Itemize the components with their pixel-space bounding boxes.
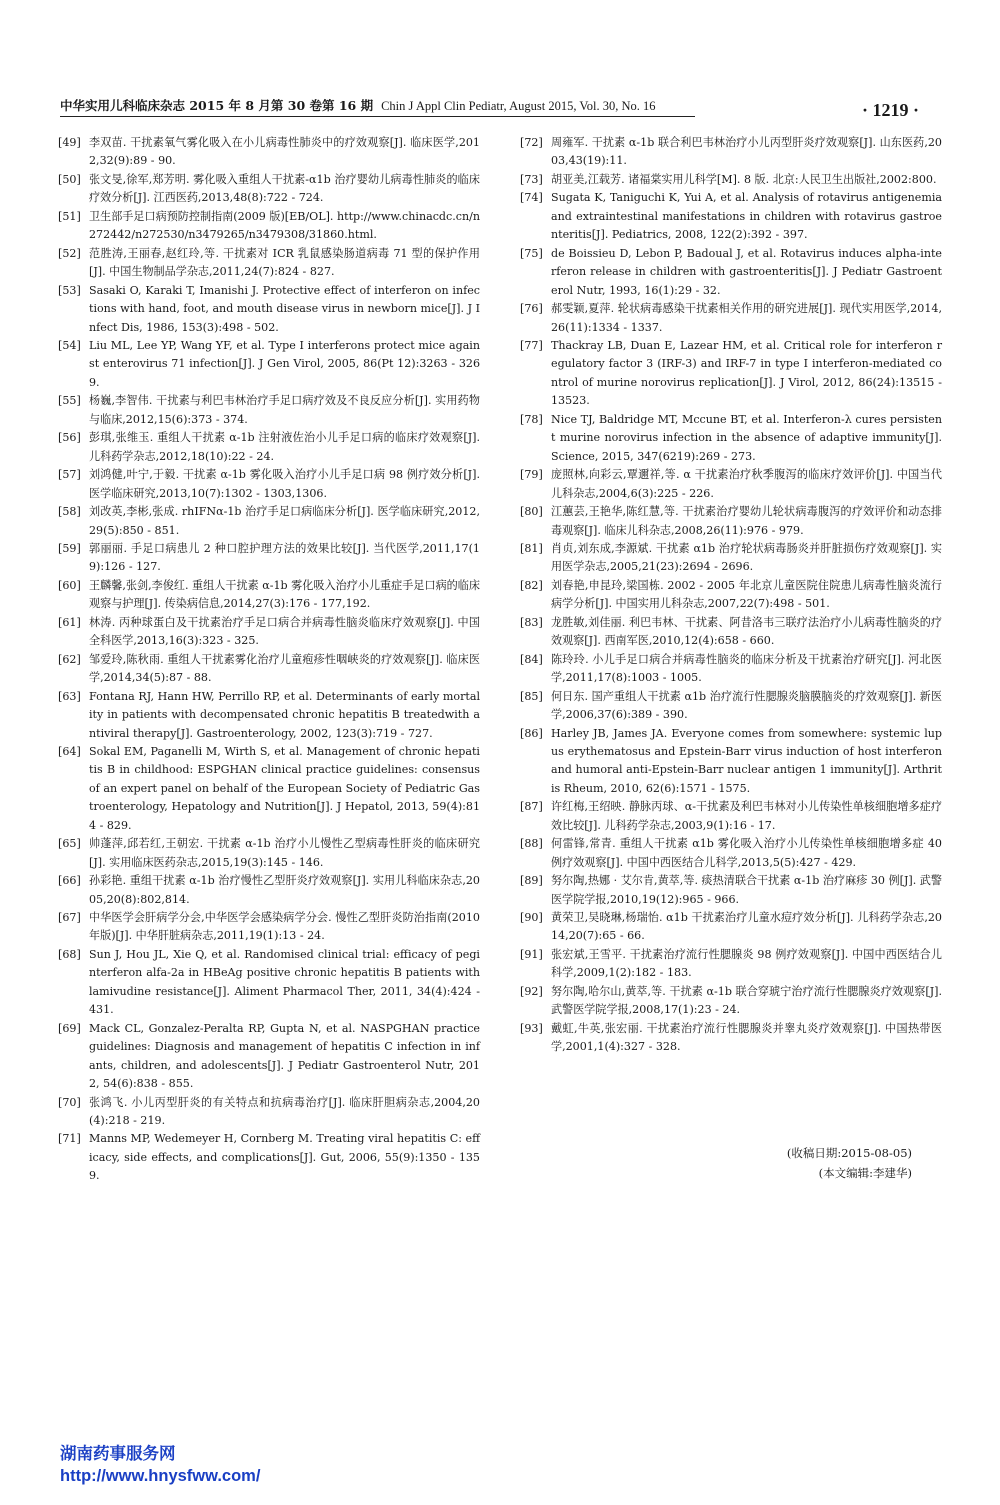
reference-entry [520, 337, 942, 411]
reference-entry [520, 411, 942, 466]
reference-entry [58, 134, 480, 171]
reference-text: Harley JB, James JA. Everyone comes from somewhere: systemic lupus erythematosus and Epstein-Barr virus induction of host interferon and humoral anti-Epstein-Barr nuclear antigen 1 immunity[J]. Arthritis Rheum, 2010, 62(6):1571 - 1575. [551, 726, 942, 795]
reference-entry [58, 1020, 480, 1094]
reference-number: [86] [520, 726, 543, 740]
left-reference-column [58, 134, 480, 1186]
reference-number: [85] [520, 689, 543, 703]
reference-number: [66] [58, 874, 81, 888]
reference-text: 江蕙芸,王艳华,陈红慧,等. 干扰素治疗婴幼儿轮状病毒腹泻的疗效评价和动态排毒观察[J]. 临床儿科杂志,2008,26(11):976 - 979. [551, 505, 942, 537]
reference-text: 张鸿飞. 小儿丙型肝炎的有关特点和抗病毒治疗[J]. 临床肝胆病杂志,2004,20(4):218 - 219. [89, 1095, 480, 1128]
reference-number: [81] [520, 541, 543, 555]
reference-text: 张文旻,徐军,郑芳明. 雾化吸入重组人干扰素-α1b 治疗婴幼儿病毒性肺炎的临床疗效分析[J]. 江西医药,2013,48(8):722 - 724. [89, 172, 480, 205]
reference-entry [520, 300, 942, 337]
reference-text: Sokal EM, Paganelli M, Wirth S, et al. Management of chronic hepatitis B in childhood: ESPGHAN clinical practice guidelines: consensus of an expert panel on behalf of the European Society of Pediatric Gastroenterology, Hepatology and Nutrition[J]. J Hepatol, 2013, 59(4):814 - 829. [89, 744, 480, 832]
reference-entry [520, 540, 942, 577]
reference-number: [78] [520, 412, 543, 426]
reference-entry [520, 1020, 942, 1057]
reference-entry [58, 392, 480, 429]
received-date: (收稿日期:2015-08-05) [786, 1146, 912, 1160]
reference-text: 孙彩艳. 重组干扰素 α-1b 治疗慢性乙型肝炎疗效观察[J]. 实用儿科临床杂志,2005,20(8):802,814. [89, 874, 480, 906]
page-number: · 1219 · [862, 100, 920, 120]
reference-text: 刘鸿健,叶宁,于毅. 干扰素 α-1b 雾化吸入治疗小儿手足口病 98 例疗效分析[J]. 医学临床研究,2013,10(7):1302 - 1303,1306. [89, 468, 480, 500]
reference-number: [60] [58, 578, 81, 592]
reference-text: 王麟馨,张剑,李俊红. 重组人干扰素 α-1b 雾化吸入治疗小儿重症手足口病的临床观察与护理[J]. 传染病信息,2014,27(3):176 - 177,192. [89, 578, 480, 611]
reference-text: 杨巍,李智伟. 干扰素与利巴韦林治疗手足口病疗效及不良反应分析[J]. 实用药物与临床,2012,15(6):373 - 374. [89, 394, 480, 426]
journal-title-en: Chin J Appl Clin Pediatr, August 2015, Vol. 30, No. 16 [381, 99, 656, 113]
reference-number: [49] [58, 136, 81, 149]
editor-note: (本文编辑:李建华) [818, 1166, 912, 1180]
reference-number: [61] [58, 615, 81, 629]
reference-entry [58, 540, 480, 577]
reference-text: 何雷锋,常青. 重组人干扰素 α1b 雾化吸入治疗小儿传染性单核细胞增多症 40 例疗效观察[J]. 中国中西医结合儿科学,2013,5(5):427 - 429. [551, 837, 942, 869]
reference-entry [58, 245, 480, 282]
reference-text: Sasaki O, Karaki T, Imanishi J. Protective effect of interferon on infections with hand, foot, and mouth disease virus in newborn mice[J]. J Infect Dis, 1986, 153(3):498 - 502. [89, 283, 480, 334]
reference-entry [520, 946, 942, 983]
reference-text: 努尔陶,哈尔山,黄萃,等. 干扰素 α-1b 联合穿琥宁治疗流行性腮腺炎疗效观察[J]. 武警医学院学报,2008,17(1):23 - 24. [551, 984, 942, 1017]
reference-entry [58, 835, 480, 872]
reference-number: [91] [520, 947, 543, 961]
reference-number: [93] [520, 1021, 543, 1035]
reference-entry [520, 503, 942, 540]
reference-text: 邹爱玲,陈秋雨. 重组人干扰素雾化治疗儿童疱疹性咽峡炎的疗效观察[J]. 临床医学,2014,34(5):87 - 88. [89, 652, 480, 685]
reference-number: [50] [58, 172, 81, 186]
reference-number: [59] [58, 541, 81, 555]
reference-entry [58, 282, 480, 337]
reference-entry [520, 577, 942, 614]
reference-text: Sun J, Hou JL, Xie Q, et al. Randomised clinical trial: efficacy of peginterferon alfa-2a in HBeAg positive chronic hepatitis B patients with lamivudine resistance[J]. Aliment Pharmacol Ther, 2011, 34(4):424 - 431. [89, 947, 480, 1017]
reference-entry [520, 725, 942, 799]
reference-text: 张宏斌,王雪平. 干扰素治疗流行性腮腺炎 98 例疗效观察[J]. 中国中西医结合儿科学,2009,1(2):182 - 183. [551, 947, 942, 980]
reference-entry [520, 651, 942, 688]
reference-text: 黄荣卫,吴晓琳,杨瑞怡. α1b 干扰素治疗儿童水痘疗效分析[J]. 儿科药学杂志,2014,20(7):65 - 66. [551, 911, 942, 943]
reference-text: 中华医学会肝病学分会,中华医学会感染病学分会. 慢性乙型肝炎防治指南(2010 年版)[J]. 中华肝脏病杂志,2011,19(1):13 - 24. [89, 911, 480, 943]
reference-number: [87] [520, 800, 543, 814]
reference-text: 周雍军. 干扰素 α-1b 联合利巴韦林治疗小儿丙型肝炎疗效观察[J]. 山东医药,2003,43(19):11. [551, 136, 942, 168]
reference-text: 卫生部手足口病预防控制指南(2009 版)[EB/OL]. http://www.chinacdc.cn/n272442/n272530/n3479265/n3479308/31860.html. [89, 209, 480, 242]
reference-text: 林涛. 丙种球蛋白及干扰素治疗手足口病合并病毒性脑炎临床疗效观察[J]. 中国全科医学,2013,16(3):323 - 325. [89, 615, 480, 648]
reference-number: [71] [58, 1132, 81, 1146]
reference-text: de Boissieu D, Lebon P, Badoual J, et al. Rotavirus induces alpha-interferon release in children with gastroenteritis[J]. J Pediatr Gastroenterol Nutr, 1993, 16(1):29 - 32. [551, 246, 942, 297]
reference-number: [63] [58, 689, 81, 703]
reference-number: [76] [520, 302, 543, 316]
reference-text: 帅蓬萍,邱若红,王朝宏. 干扰素 α-1b 治疗小儿慢性乙型病毒性肝炎的临床研究[J]. 实用临床医药杂志,2015,19(3):145 - 146. [89, 837, 480, 869]
reference-entry [520, 614, 942, 651]
right-reference-column [520, 134, 942, 1057]
site-watermark [60, 1443, 260, 1487]
reference-number: [52] [58, 246, 81, 260]
reference-number: [92] [520, 984, 543, 998]
reference-entry [58, 466, 480, 503]
reference-entry [58, 946, 480, 1020]
reference-text: 戴虹,牛英,张宏丽. 干扰素治疗流行性腮腺炎并睾丸炎疗效观察[J]. 中国热带医学,2001,1(4):327 - 328. [551, 1021, 942, 1054]
reference-number: [65] [58, 837, 81, 851]
watermark-url[interactable]: http://www.hnysfww.com/ [60, 1467, 261, 1485]
running-header [60, 96, 695, 117]
reference-text: Liu ML, Lee YP, Wang YF, et al. Type I interferons protect mice against enterovirus 71 infection[J]. J Gen Virol, 2005, 86(Pt 12):3263 - 3269. [89, 338, 480, 389]
reference-entry [58, 651, 480, 688]
reference-number: [55] [58, 394, 81, 408]
reference-number: [51] [58, 209, 81, 223]
reference-number: [58] [58, 505, 81, 519]
reference-text: 刘改英,李彬,张成. rhIFNα-1b 治疗手足口病临床分析[J]. 医学临床研究,2012,29(5):850 - 851. [89, 505, 480, 537]
reference-number: [80] [520, 505, 543, 519]
reference-entry [58, 577, 480, 614]
reference-entry [58, 171, 480, 208]
reference-number: [82] [520, 578, 543, 592]
reference-text: 李双苗. 干扰素氧气雾化吸入在小儿病毒性肺炎中的疗效观察[J]. 临床医学,2012,32(9):89 - 90. [89, 136, 480, 168]
reference-text: 刘春艳,申昆玲,梁国栋. 2002 - 2005 年北京儿童医院住院患儿病毒性脑炎流行病学分析[J]. 中国实用儿科杂志,2007,22(7):498 - 501. [551, 578, 942, 611]
reference-text: 庞照林,向彩云,覃邇祥,等. α 干扰素治疗秋季腹泻的临床疗效评价[J]. 中国当代儿科杂志,2004,6(3):225 - 226. [551, 468, 942, 500]
reference-text: Sugata K, Taniguchi K, Yui A, et al. Analysis of rotavirus antigenemia and extraintestinal manifestations in children with rotavirus gastroenteritis[J]. Pediatrics, 2008, 122(2):392 - 397. [551, 191, 942, 242]
reference-number: [75] [520, 246, 543, 260]
reference-number: [89] [520, 874, 543, 888]
reference-number: [68] [58, 947, 81, 961]
reference-text: 陈玲玲. 小儿手足口病合并病毒性脑炎的临床分析及干扰素治疗研究[J]. 河北医学,2011,17(8):1003 - 1005. [551, 652, 942, 685]
reference-entry [520, 245, 942, 300]
reference-text: 肖贞,刘东成,李源斌. 干扰素 α1b 治疗轮状病毒肠炎并肝脏损伤疗效观察[J]. 实用医学杂志,2005,21(23):2694 - 2696. [551, 541, 942, 574]
article-footer [770, 1143, 912, 1183]
reference-text: Nice TJ, Baldridge MT, Mccune BT, et al. Interferon-λ cures persistent murine norovirus infection in the absence of adaptive immunity[J]. Science, 2015, 347(6219):269 - 273. [551, 412, 942, 463]
reference-number: [79] [520, 468, 543, 482]
reference-number: [69] [58, 1021, 81, 1035]
reference-number: [56] [58, 431, 81, 445]
reference-entry [58, 614, 480, 651]
reference-number: [83] [520, 615, 543, 629]
reference-entry [58, 503, 480, 540]
reference-entry [520, 171, 942, 189]
reference-number: [84] [520, 652, 543, 666]
reference-text: 胡亚美,江载芳. 诸福棠实用儿科学[M]. 8 版. 北京:人民卫生出版社,2002:800. [551, 172, 937, 186]
reference-number: [88] [520, 837, 543, 851]
reference-text: Fontana RJ, Hann HW, Perrillo RP, et al. Determinants of early mortality in patients with decompensated chronic hepatitis B treatedwith antiviral therapy[J]. Gastroenterology, 2002, 123(3):719 - 727. [89, 689, 480, 740]
reference-entry [58, 743, 480, 835]
reference-entry [58, 208, 480, 245]
journal-title-cn: 中华实用儿科临床杂志 2015 年 8 月第 30 卷第 16 期 [60, 98, 374, 113]
reference-text: Thackray LB, Duan E, Lazear HM, et al. Critical role for interferon regulatory factor 3 (IRF-3) and IRF-7 in type I interferon-mediated control of murine norovirus replication[J]. J Virol, 2012, 86(24):13515 - 13523. [551, 338, 942, 408]
reference-text: Mack CL, Gonzalez-Peralta RP, Gupta N, et al. NASPGHAN practice guidelines: Diagnosis and management of hepatitis C infection in infants, children, and adolescents[J]. J Pediatr Gastroenterol Nutr, 2012, 54(6):838 - 855. [89, 1021, 480, 1091]
reference-entry [520, 688, 942, 725]
reference-entry [520, 872, 942, 909]
reference-entry [520, 798, 942, 835]
reference-number: [74] [520, 191, 543, 205]
reference-entry [520, 189, 942, 244]
reference-text: 努尔陶,热娜 · 艾尔肯,黄萃,等. 痰热清联合干扰素 α-1b 治疗麻疹 30 例[J]. 武警医学院学报,2010,19(12):965 - 966. [551, 874, 942, 906]
reference-number: [70] [58, 1095, 81, 1109]
reference-text: 范胜涛,王丽春,赵红玲,等. 干扰素对 ICR 乳鼠感染肠道病毒 71 型的保护作用[J]. 中国生物制品学杂志,2011,24(7):824 - 827. [89, 246, 480, 279]
reference-entry [58, 1130, 480, 1185]
reference-number: [73] [520, 172, 543, 186]
reference-text: 何日东. 国产重组人干扰素 α1b 治疗流行性腮腺炎脑膜脑炎的疗效观察[J]. 新医学,2006,37(6):389 - 390. [551, 689, 942, 722]
reference-entry [520, 909, 942, 946]
reference-text: 许红梅,王绍映. 静脉丙球、α-干扰素及利巴韦林对小儿传染性单核细胞增多症疗效比较[J]. 儿科药学杂志,2003,9(1):16 - 17. [551, 800, 942, 832]
reference-text: 彭琪,张维玉. 重组人干扰素 α-1b 注射液佐治小儿手足口病的临床疗效观察[J]. 儿科药学杂志,2012,18(10):22 - 24. [89, 431, 480, 463]
reference-text: 龙胜敏,刘佳丽. 利巴韦林、干扰素、阿昔洛韦三联疗法治疗小儿病毒性脑炎的疗效观察[J]. 西南军医,2010,12(4):658 - 660. [551, 615, 942, 648]
reference-entry [58, 337, 480, 392]
reference-number: [53] [58, 283, 81, 297]
reference-number: [57] [58, 468, 81, 482]
reference-entry [520, 983, 942, 1020]
watermark-name: 湖南药事服务网 [60, 1445, 176, 1463]
reference-entry [58, 429, 480, 466]
reference-entry [520, 835, 942, 872]
reference-entry [58, 909, 480, 946]
reference-number: [77] [520, 338, 543, 352]
reference-entry [58, 688, 480, 743]
reference-text: 郝雯颖,夏萍. 轮状病毒感染干扰素相关作用的研究进展[J]. 现代实用医学,2014,26(11):1334 - 1337. [551, 302, 942, 334]
reference-number: [90] [520, 911, 543, 925]
reference-text: Manns MP, Wedemeyer H, Cornberg M. Treating viral hepatitis C: efficacy, side effects, and complications[J]. Gut, 2006, 55(9):1350 - 1359. [89, 1132, 480, 1183]
reference-number: [64] [58, 744, 81, 758]
reference-entry [58, 1094, 480, 1131]
reference-text: 郭丽丽. 手足口病患儿 2 种口腔护理方法的效果比较[J]. 当代医学,2011,17(19):126 - 127. [89, 541, 480, 574]
reference-entry [58, 872, 480, 909]
reference-number: [72] [520, 136, 543, 149]
reference-entry [520, 466, 942, 503]
reference-number: [54] [58, 338, 81, 352]
reference-number: [62] [58, 652, 81, 666]
reference-number: [67] [58, 911, 81, 925]
reference-entry [520, 134, 942, 171]
